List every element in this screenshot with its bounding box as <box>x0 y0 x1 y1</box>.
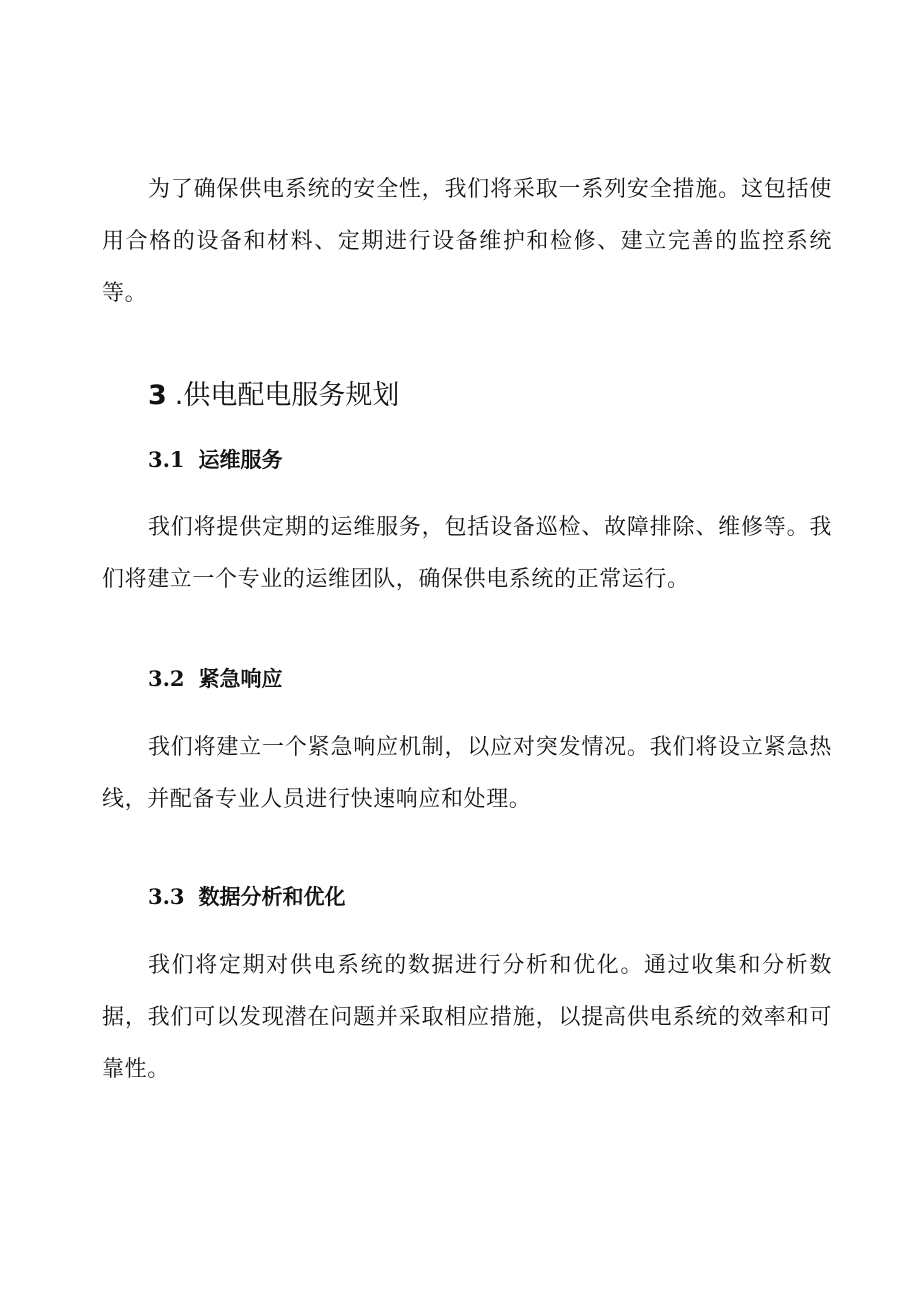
subsection-heading-3-2 <box>148 662 283 696</box>
subsection-number: 3.1 <box>148 447 185 472</box>
section-number: 3 <box>148 380 167 411</box>
subsection-title: 数据分析和优化 <box>198 885 346 909</box>
subsection-title: 运维服务 <box>198 448 283 472</box>
subsection-heading-3-3 <box>148 880 346 914</box>
subsection-3-1-paragraph: 我们将提供定期的运维服务，包括设备巡检、故障排除、维修等。我们将建立一个专业的运维团队，确保供电系统的正常运行。 <box>102 515 832 592</box>
subsection-3-2-paragraph: 我们将建立一个紧急响应机制，以应对突发情况。我们将设立紧急热线，并配备专业人员进行快速响应和处理。 <box>102 735 832 812</box>
intro-paragraph: 为了确保供电系统的安全性，我们将采取一系列安全措施。这包括使用合格的设备和材料、定期进行设备维护和检修、建立完善的监控系统等。 <box>102 177 832 306</box>
subsection-title: 紧急响应 <box>198 667 283 691</box>
subsection-number: 3.2 <box>148 666 185 691</box>
subsection-3-3-paragraph: 我们将定期对供电系统的数据进行分析和优化。通过收集和分析数据，我们可以发现潜在问题并采取相应措施，以提高供电系统的效率和可靠性。 <box>102 953 832 1082</box>
subsection-heading-3-1 <box>148 443 283 477</box>
section-heading <box>148 376 399 416</box>
section-title: .供电配电服务规划 <box>174 380 400 411</box>
subsection-number: 3.3 <box>148 884 185 909</box>
